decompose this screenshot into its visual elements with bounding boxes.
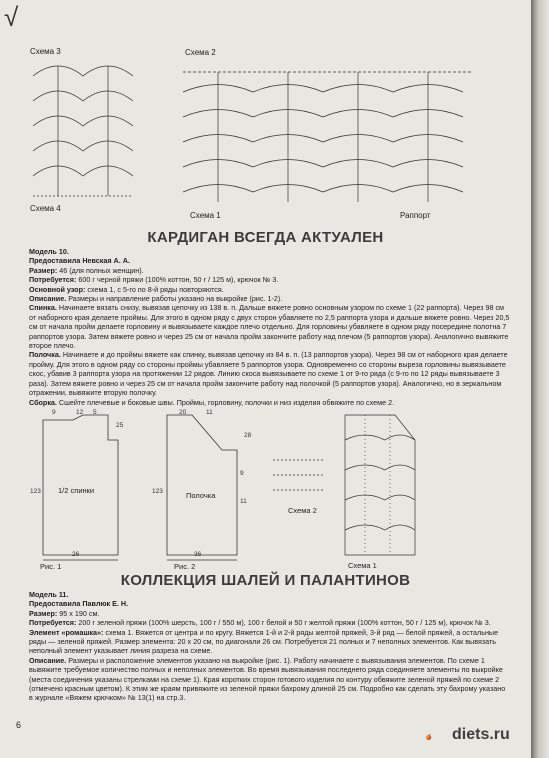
adjacent-page-edge [531,0,549,758]
m36: 36 [194,551,202,558]
rapport-label: Раппорт [400,211,431,220]
size-value: 46 (для полных женщин). [59,265,144,275]
m11: 11 [206,409,213,416]
assembly-value: Сшейте плечевые и боковые швы. Проймы, горловину, полочки и низ изделия обвяжите по схеме 2. [58,397,395,407]
back-label: Спинка. [29,303,57,313]
shelf-label: Полочка [186,491,216,500]
m26: 26 [72,551,80,558]
site-logo-text[interactable]: diets.ru [452,726,510,743]
half-back-label: 1/2 спинки [58,486,95,495]
schema3-label: Схема 3 [30,47,61,56]
model-11-label: Модель 11. [29,590,69,599]
provided-label: Предоставила [29,256,81,266]
shawls-text [29,590,511,703]
m28: 28 [244,432,252,439]
page-number: 6 [16,720,22,730]
m20: 20 [179,409,187,416]
pattern-fig2 [162,410,252,565]
crochet-diagram-schema2-small [268,450,328,500]
element-value: схема 1. Вяжется от центра и по кругу. Вяжется 1-й и 2-й ряды желтой пряжей, 3-й ряд — белой пряжей, а остальные ряды — зеленой пряжей. Размер элемента: 20 х 20 см, по диагонали 26 см. Потребуется 21 полных и 7 неполных элементов. Как вывязать неполный элемент указывает линия разреза на схеме. [29,627,499,656]
schema4-label: Схема 4 [30,204,61,213]
m123: 123 [30,488,41,495]
m123b: 123 [152,488,163,495]
desc-label-2: Описание. [29,655,67,665]
desc-value-2: Размеры и расположение элементов указано на выкройке (рис. 1). Работу начинаете с вывязывания элементов. По схеме 1 вывяжите требуемое количество полных и неполных элементов. Во время вывязывания последнего ряда соединяете элементы по выкройке (места соединения указаны стрелками на схеме 1). Края коротких сторон готового изделия по контуру обвяжите зеленой пряжей по схеме 2 (отмечено красным цветом). К этим же краям привяжите из зеленой пряжи бахрому длиной 25 см. Подробно как сделать эту бахрому указано в журнале «Вяжем крючком» № 13(1) на стр.3. [29,655,506,703]
provided-label-2: Предоставила [29,599,81,609]
front-label: Полочка. [29,350,61,360]
cardigan-text [29,247,511,407]
provided-value: Невская А. А. [82,256,130,266]
m25: 25 [116,422,124,429]
back-value: Начинаете вязать снизу, вывязав цепочку из 138 в. п. Дальше вяжете ровно основным узором по схеме 1 (22 раппорта). Через 98 см от наборного края делаете проймы. Для этого в одном ряду с двух сторон убавляете по 2,5 раппорта узора и дальше вяжете ровно. Через 20,5 см от начала пройм делаете горловину и вывязываете каждое плечо отдельно. Для горловины убавляете в одном ряду посередине полотна 7 раппортов узора. Затем вяжете ровно и через 25 см от начала пройм закончите работу над плечом (5 раппортов узора). Аналогично вывяжите второе плечо. [29,303,510,351]
fig2-label: Рис. 2 [174,562,196,571]
pattern-value: схема 1, с 5-го по 8-й ряды повторяются. [87,284,224,294]
schema1-small-label: Схема 1 [348,561,377,570]
assembly-label: Сборка. [29,397,57,407]
fig1-label: Рис. 1 [40,562,62,571]
element-label: Элемент «ромашка»: [29,627,104,637]
size-label-2: Размер: [29,608,58,618]
m12: 12 [76,409,84,416]
model-10-label: Модель 10. [29,247,69,256]
need-label-2: Потребуется: [29,618,77,628]
need-label: Потребуется: [29,275,77,285]
front-value: Начинаете и до проймы вяжете как спинку, вывязав цепочку из 84 в. п. (13 раппортов узора). Через 98 см от наборного края делаете пройму. Для этого в одном ряду со стороны проймы убавляете 5 раппортов узора. Одновременно со стороны выреза горловины вывязываете скос, убавив 3 раппорта узора на протяжении 12 рядов. Линию скоса вывязываете по схеме 1 от 9-го ряда (с 9-го по 12 ряды вывязываете 3 раза). Затем вяжете ровно и через 25 см от начала пройм закончите работу над полочкой (5 раппортов узора). Аналогично, но в зеркальном отражении, вывяжите вторую полочку. [29,350,508,398]
schema1-label: Схема 1 [190,211,221,220]
pattern-label: Основной узор: [29,284,86,294]
crochet-diagram-schema1-small [340,410,420,560]
desc-value: Размеры и направление работы указано на выкройке (рис. 1-2). [68,294,283,304]
need-value: 600 г черной пряжи (100% коттон, 50 г / 125 м), крючок № 3. [78,275,279,285]
schema2-label: Схема 2 [185,48,216,57]
m5: 5 [93,409,97,416]
apple-logo-icon [425,722,455,752]
schema2-small-label: Схема 2 [288,506,317,515]
crochet-diagram-schema3 [28,56,148,206]
m9b: 9 [240,470,244,477]
need-value-2: 200 г зеленой пряжи (100% шерсть, 100 г / 550 м), 100 г белой и 50 г желтой пряжи (100% коттон, 50 г / 125 м), крючок № 3. [78,618,491,628]
corner-mark: √ [4,2,19,32]
size-label: Размер: [29,265,58,275]
shawls-title: КОЛЛЕКЦИЯ ШАЛЕЙ И ПАЛАНТИНОВ [120,572,411,589]
m11b: 11 [240,498,247,505]
size-value-2: 95 х 190 см. [59,608,100,618]
m9: 9 [52,409,56,416]
crochet-diagram-schema2 [178,52,478,212]
desc-label: Описание. [29,294,67,304]
cardigan-title: КАРДИГАН ВСЕГДА АКТУАЛЕН [147,229,384,246]
provided-value-2: Павлюк Е. Н. [82,599,129,609]
